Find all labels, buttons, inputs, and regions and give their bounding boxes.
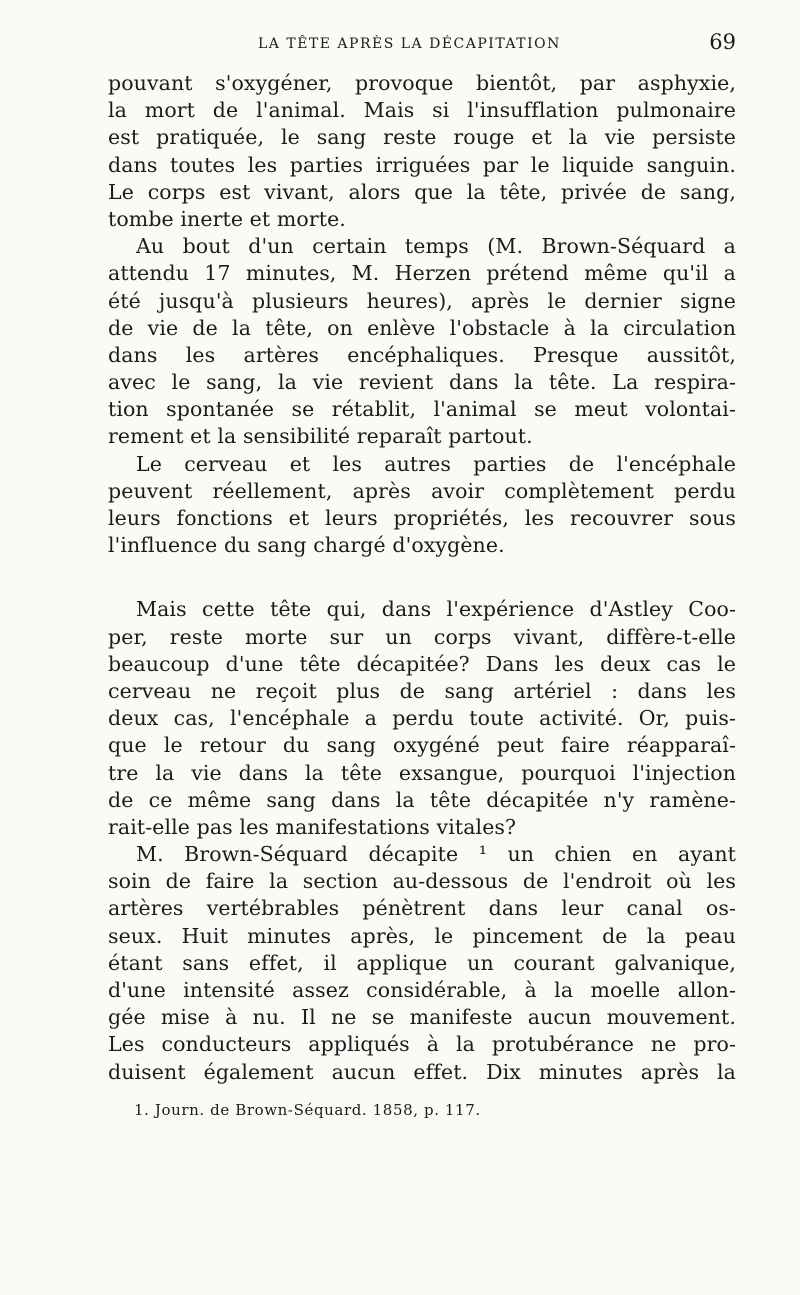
running-title: LA TÊTE APRÈS LA DÉCAPITATION [258, 36, 561, 52]
paragraph [108, 70, 736, 233]
text-line: rement et la sensibilité reparaît partout. [108, 424, 533, 449]
text-line: Le cerveau et les autres parties de l'encéphale [136, 451, 736, 476]
text-line: Au bout d'un certain temps (M. Brown-Séquard a [136, 234, 736, 259]
paragraph [108, 596, 736, 841]
text-line: tre la vie dans la tête exsangue, pourquoi l'injection [108, 760, 736, 785]
footnote: 1. Journ. de Brown-Séquard. 1858, p. 117. [134, 1100, 481, 1119]
text-line: dans les artères encéphaliques. Presque aussitôt, [108, 342, 736, 367]
body-text [108, 70, 736, 1086]
footnote-spacer [108, 1086, 736, 1100]
book-page [108, 30, 736, 1120]
text-line: Les conducteurs appliqués à la protubérance ne pro- [108, 1032, 736, 1057]
text-line: M. Brown-Séquard décapite ¹ un chien en ayant [136, 842, 736, 867]
paragraph [108, 451, 736, 560]
text-line: cerveau ne reçoit plus de sang artériel : dans les [108, 678, 736, 703]
text-line: de vie de la tête, on enlève l'obstacle à la circulation [108, 315, 736, 340]
text-line: deux cas, l'encéphale a perdu toute activité. Or, puis- [108, 706, 736, 731]
text-line: pouvant s'oxygéner, provoque bientôt, par asphyxie, [108, 71, 736, 95]
text-line: est pratiquée, le sang reste rouge et la vie persiste [108, 125, 736, 150]
text-line: Mais cette tête qui, dans l'expérience d'Astley Coo- [136, 597, 736, 622]
text-line: tion spontanée se rétablit, l'animal se meut volontai- [108, 397, 736, 422]
text-line: peuvent réellement, après avoir complètement perdu [108, 478, 736, 503]
text-line: que le retour du sang oxygéné peut faire réapparaî- [108, 733, 736, 758]
text-line: gée mise à nu. Il ne se manifeste aucun mouvement. [108, 1005, 736, 1030]
text-line: étant sans effet, il applique un courant galvanique, [108, 950, 736, 975]
text-line: la mort de l'animal. Mais si l'insufflation pulmonaire [108, 98, 736, 123]
text-line: dans toutes les parties irriguées par le liquide sanguin. [108, 152, 736, 177]
text-line: de ce même sang dans la tête décapitée n'y ramène- [108, 787, 736, 812]
section-break [108, 559, 736, 596]
page-header [108, 30, 736, 62]
text-line: l'influence du sang chargé d'oxygène. [108, 533, 505, 558]
text-line: per, reste morte sur un corps vivant, diffère-t-elle [108, 624, 736, 649]
paragraph [108, 841, 736, 1086]
page-number: 69 [709, 30, 736, 54]
text-line: leurs fonctions et leurs propriétés, les recouvrer sous [108, 506, 736, 530]
text-line: attendu 17 minutes, M. Herzen prétend même qu'il a [108, 261, 736, 286]
text-line: beaucoup d'une tête décapitée? Dans les deux cas le [108, 651, 736, 676]
text-line: rait-elle pas les manifestations vitales? [108, 814, 517, 839]
text-line: tombe inerte et morte. [108, 206, 346, 231]
text-line: soin de faire la section au-dessous de l'endroit où les [108, 869, 736, 894]
text-line: Le corps est vivant, alors que la tête, privée de sang, [108, 179, 736, 204]
text-line: avec le sang, la vie revient dans la tête. La respira- [108, 370, 736, 395]
text-line: d'une intensité assez considérable, à la moelle allon- [108, 978, 736, 1002]
text-line: artères vertébrables pénètrent dans leur canal os- [108, 896, 736, 921]
paragraph [108, 233, 736, 451]
text-line: seux. Huit minutes après, le pincement de la peau [108, 923, 736, 948]
text-line: été jusqu'à plusieurs heures), après le dernier signe [108, 288, 736, 313]
text-line: duisent également aucun effet. Dix minutes après la [108, 1059, 736, 1084]
